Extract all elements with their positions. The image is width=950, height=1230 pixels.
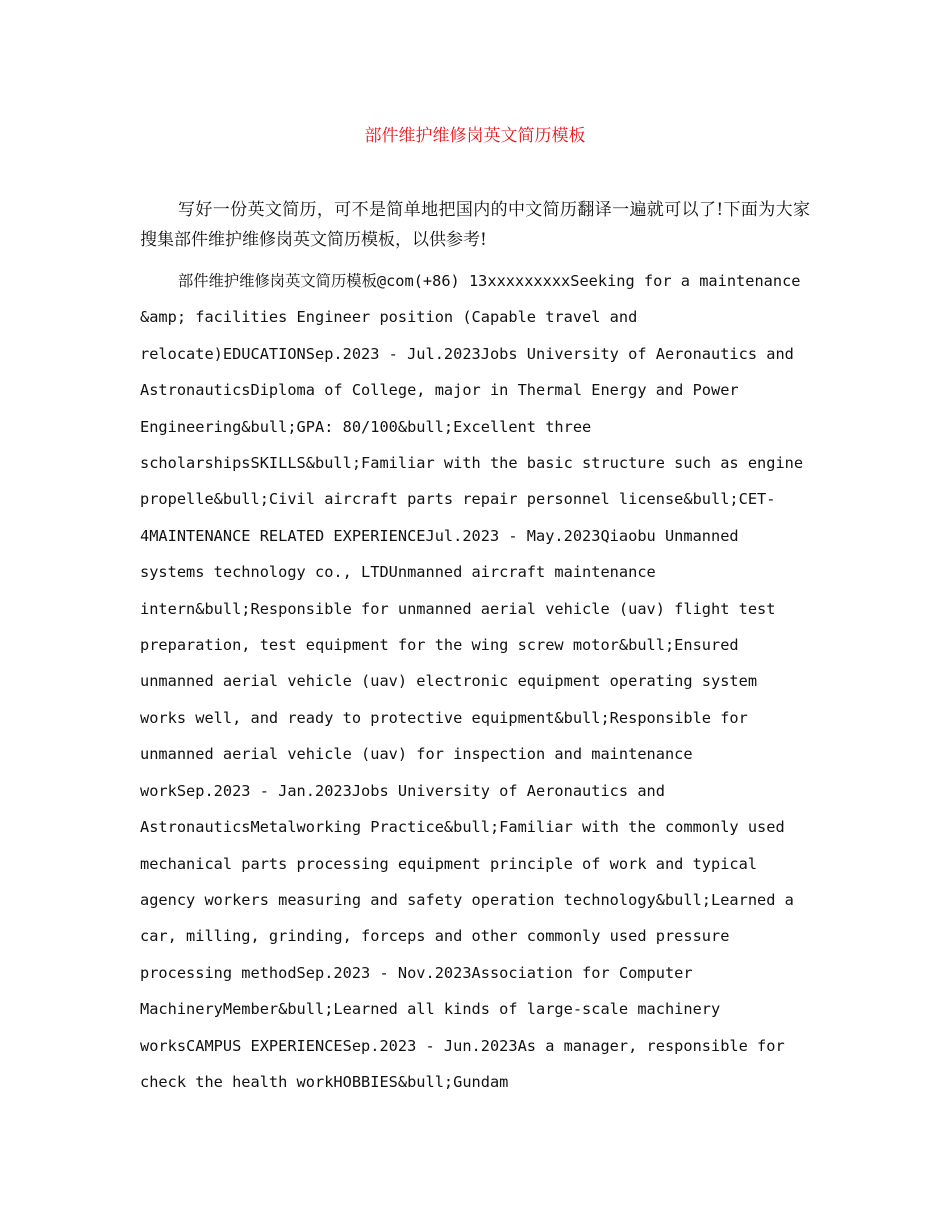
intro-paragraph: 写好一份英文简历，可不是简单地把国内的中文简历翻译一遍就可以了!下面为大家搜集部件维护维修岗英文简历模板，以供参考! (140, 200, 810, 250)
document-title: 部件维护维修岗英文简历模板 (364, 126, 586, 146)
resume-body-paragraph: 部件维护维修岗英文简历模板@com(+86) 13xxxxxxxxxSeeking for a maintenance &amp; facilities Engineer position (Capable travel and relocate)EDUCATIONSep.2023 - Jul.2023Jobs University of Aeronautics and AstronauticsDiploma of College, major in Thermal Energy and Power Engineering&bull;GPA: 80/100&bull;Excellent three scholarshipsSKILLS&bull;Familiar with the basic structure such as engine propelle&bull;Civil aircraft parts repair personnel license&bull;CET-4MAINTENANCE RELATED EXPERIENCEJul.2023 - May.2023Qiaobu Unmanned systems technology co., LTDUnmanned aircraft maintenance intern&bull;Responsible for unmanned aerial vehicle (uav) flight test preparation, test equipment for the wing screw motor&bull;Ensured unmanned aerial vehicle (uav) electronic equipment operating system works well, and ready to protective equipment&bull;Responsible for unmanned aerial vehicle (uav) for inspection and maintenance workSep.2023 - Jan.2023Jobs University of Aeronautics and AstronauticsMetalworking Practice&bull;Familiar with the commonly used mechanical parts processing equipment principle of work and typical agency workers measuring and safety operation technology&bull;Learned a car, milling, grinding, forceps and other commonly used pressure processing methodSep.2023 - Nov.2023Association for Computer MachineryMember&bull;Learned all kinds of large-scale machinery worksCAMPUS EXPERIENCESep.2023 - Jun.2023As a manager, responsible for check the health workHOBBIES&bull;Gundam (140, 272, 804, 1091)
